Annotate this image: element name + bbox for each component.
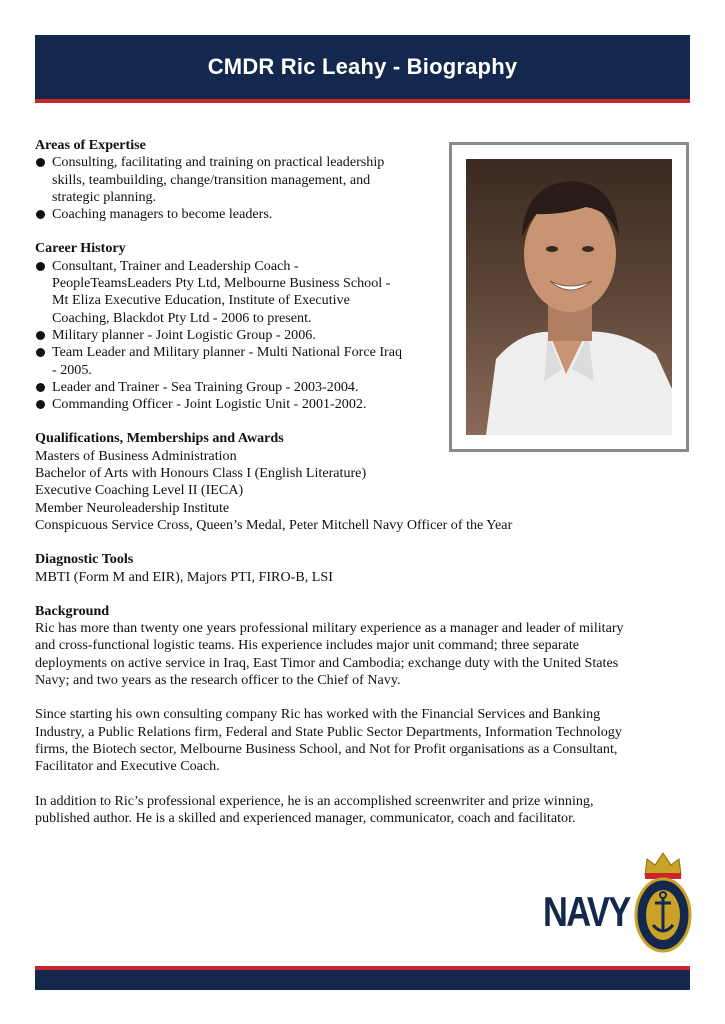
section-tools bbox=[35, 551, 635, 586]
bullet-list bbox=[35, 154, 410, 223]
list-item: Consultant, Trainer and Leadership Coach - PeopleTeamsLeaders Pty Ltd, Melbourne Business School - Mt Eliza Executive Education, Institute of Executive Coaching, Blackdot Pty Ltd - 2006 to present. bbox=[35, 258, 410, 327]
list-item: Masters of Business Administration bbox=[35, 447, 237, 464]
section-background bbox=[35, 603, 635, 827]
tools-text: MBTI (Form M and EIR), Majors PTI, FIRO-B, LSI bbox=[35, 568, 333, 585]
bullet-list bbox=[35, 258, 410, 414]
plain-list bbox=[35, 448, 635, 534]
list-item: Member Neuroleadership Institute bbox=[35, 499, 230, 516]
portrait-photo bbox=[466, 159, 672, 435]
navy-crest-icon bbox=[633, 845, 693, 955]
list-item: Commanding Officer - Joint Logistic Unit - 2001-2002. bbox=[35, 396, 410, 413]
section-heading: Qualifications, Memberships and Awards bbox=[35, 430, 284, 447]
section-heading: Diagnostic Tools bbox=[35, 551, 134, 568]
navy-logo bbox=[543, 845, 693, 955]
footer-bar bbox=[35, 966, 690, 990]
header-bar bbox=[35, 35, 690, 103]
section-heading: Career History bbox=[35, 240, 126, 257]
list-item: Team Leader and Military planner - Multi National Force Iraq - 2005. bbox=[35, 344, 410, 379]
list-item: Bachelor of Arts with Honours Class I (English Literature) bbox=[35, 465, 367, 482]
list-item: Coaching managers to become leaders. bbox=[35, 206, 410, 223]
paragraph: Ric has more than twenty one years professional military experience as a manager and leader of military and cross-functional logistic teams. His experience includes major unit command; three separate deployments on active service in Iraq, East Timor and Cambodia; exchange duty with the United States Navy; and two years as the research officer to the Chief of Navy. bbox=[35, 620, 624, 689]
list-item: Executive Coaching Level II (IECA) bbox=[35, 482, 244, 499]
list-item: Military planner - Joint Logistic Group - 2006. bbox=[35, 327, 410, 344]
section-heading: Background bbox=[35, 602, 110, 619]
list-item: Conspicuous Service Cross, Queen’s Medal, Peter Mitchell Navy Officer of the Year bbox=[35, 516, 513, 533]
page-title: CMDR Ric Leahy - Biography bbox=[207, 54, 518, 79]
section-heading: Areas of Expertise bbox=[35, 137, 146, 153]
list-item: Leader and Trainer - Sea Training Group - 2003-2004. bbox=[35, 379, 410, 396]
portrait-frame bbox=[449, 142, 689, 452]
navy-wordmark: NAVY bbox=[543, 888, 630, 935]
paragraph: Since starting his own consulting company Ric has worked with the Financial Services and Banking Industry, a Public Relations firm, Federal and State Public Sector Departments, Information Technology firms, the Biotech sector, Melbourne Business School, and Not for Profit organisations as a Consultant, Facilitator and Executive Coach. bbox=[35, 706, 622, 775]
paragraph: In addition to Ric’s professional experience, he is an accomplished screenwriter and prize winning, published author. He is a skilled and experienced manager, communicator, coach and facilitator. bbox=[35, 792, 594, 826]
list-item: Consulting, facilitating and training on practical leadership skills, teambuilding, change/transition management, and strategic planning. bbox=[35, 154, 410, 206]
portrait-illustration bbox=[466, 159, 672, 435]
